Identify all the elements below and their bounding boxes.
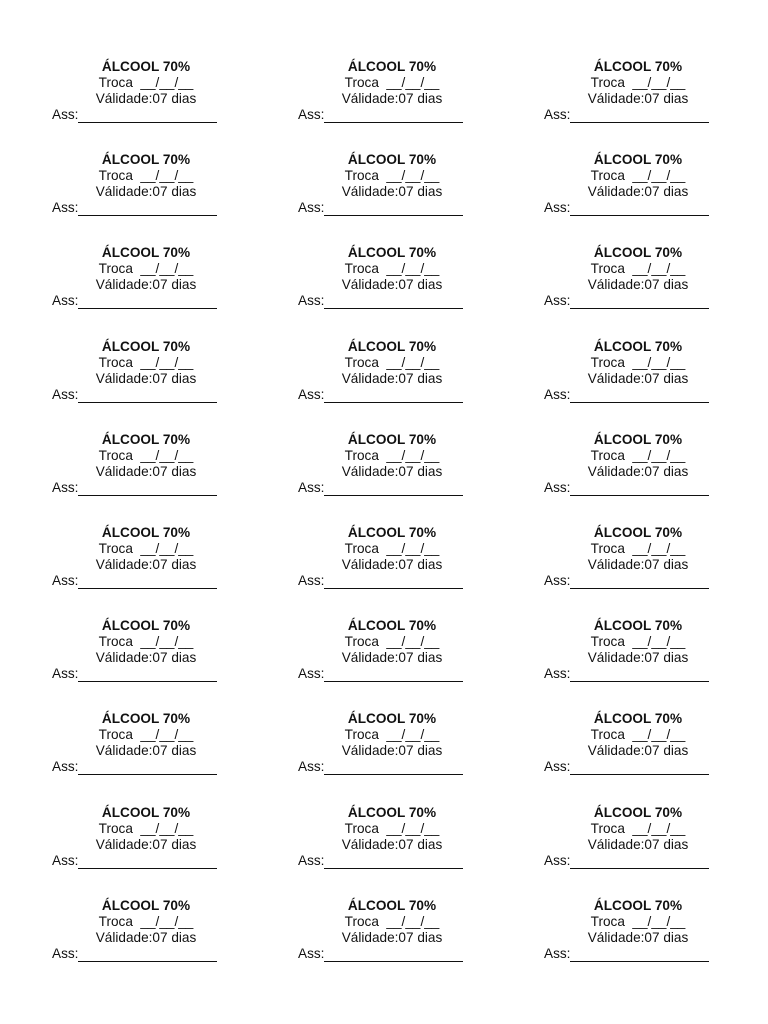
label-troca-date: Troca __/__/__ [590,75,686,90]
label-troca-date: Troca __/__/__ [98,261,194,277]
label-validade: Válidade:07 dias [95,370,197,386]
signature-line [570,482,709,496]
label-signature [52,293,217,309]
label-signature [544,293,709,309]
label-troca-date: Troca __/__/__ [344,727,440,743]
signature-line [570,575,709,589]
label-title: ÁLCOOL 70% [347,431,437,447]
label-card [40,618,286,711]
label-card [286,245,532,338]
signature-line [570,761,709,775]
label-signature [52,107,217,123]
label-sheet [0,59,768,991]
label-signature [544,759,709,775]
label-validade: Válidade:07 dias [341,184,443,200]
label-card [40,711,286,804]
label-title: ÁLCOOL 70% [593,804,683,820]
label-signature [544,107,709,123]
signature-line [78,109,217,123]
label-card [532,805,768,898]
label-troca-date: Troca __/__/__ [590,447,686,463]
label-signature [298,387,463,403]
label-validade: Válidade:07 dias [587,463,689,479]
label-title: ÁLCOOL 70% [101,711,191,727]
label-troca-date: Troca __/__/__ [590,820,686,836]
label-troca-date: Troca __/__/__ [590,261,686,277]
label-signature-text: Ass: [544,293,571,309]
label-troca-date: Troca __/__/__ [344,75,440,90]
label-validade: Válidade:07 dias [341,370,443,386]
label-validade: Válidade:07 dias [95,743,197,759]
label-title: ÁLCOOL 70% [101,804,191,820]
label-signature-text: Ass: [52,293,79,309]
label-title: ÁLCOOL 70% [101,618,191,634]
label-card [532,525,768,618]
label-title: ÁLCOOL 70% [593,431,683,447]
label-troca-date: Troca __/__/__ [344,913,440,929]
label-signature [544,573,709,589]
label-card [40,432,286,525]
label-signature [544,946,709,962]
label-signature [298,107,463,123]
label-signature-text: Ass: [52,107,79,122]
label-card [40,59,286,152]
label-validade: Válidade:07 dias [341,556,443,572]
label-signature [52,666,217,682]
label-signature [52,387,217,403]
label-validade: Válidade:07 dias [587,929,689,945]
label-card [40,245,286,338]
label-title: ÁLCOOL 70% [593,245,683,261]
label-signature-text: Ass: [298,945,325,961]
label-title: ÁLCOOL 70% [101,245,191,261]
signature-line [324,482,463,496]
label-validade: Válidade:07 dias [341,743,443,759]
signature-line [324,202,463,216]
label-signature-text: Ass: [298,666,325,682]
label-title: ÁLCOOL 70% [593,338,683,354]
label-card [286,152,532,245]
label-title: ÁLCOOL 70% [593,897,683,913]
label-troca-date: Troca __/__/__ [98,354,194,370]
label-card [40,525,286,618]
label-validade: Válidade:07 dias [341,91,443,106]
signature-line [78,482,217,496]
label-title: ÁLCOOL 70% [593,152,683,168]
label-troca-date: Troca __/__/__ [98,820,194,836]
label-title: ÁLCOOL 70% [347,338,437,354]
label-title: ÁLCOOL 70% [593,618,683,634]
label-troca-date: Troca __/__/__ [98,913,194,929]
label-signature-text: Ass: [544,666,571,682]
label-signature [52,480,217,496]
signature-line [324,855,463,869]
label-signature [52,759,217,775]
label-validade: Válidade:07 dias [95,650,197,666]
label-troca-date: Troca __/__/__ [590,168,686,184]
label-title: ÁLCOOL 70% [347,524,437,540]
label-title: ÁLCOOL 70% [347,711,437,727]
label-signature [544,666,709,682]
label-validade: Válidade:07 dias [587,743,689,759]
label-title: ÁLCOOL 70% [593,711,683,727]
label-signature-text: Ass: [544,107,571,122]
label-title: ÁLCOOL 70% [593,524,683,540]
signature-line [570,202,709,216]
label-validade: Válidade:07 dias [95,277,197,293]
label-validade: Válidade:07 dias [587,836,689,852]
label-signature-text: Ass: [298,107,325,122]
label-troca-date: Troca __/__/__ [344,447,440,463]
label-troca-date: Troca __/__/__ [344,261,440,277]
label-troca-date: Troca __/__/__ [98,727,194,743]
label-troca-date: Troca __/__/__ [344,634,440,650]
label-card [532,339,768,432]
label-signature [298,946,463,962]
signature-line [78,202,217,216]
label-signature-text: Ass: [298,759,325,775]
label-title: ÁLCOOL 70% [101,897,191,913]
label-troca-date: Troca __/__/__ [590,727,686,743]
label-title: ÁLCOOL 70% [101,152,191,168]
label-validade: Válidade:07 dias [587,277,689,293]
label-title: ÁLCOOL 70% [347,59,437,74]
label-card [40,152,286,245]
label-signature [298,573,463,589]
label-card [532,245,768,338]
signature-line [78,295,217,309]
label-validade: Válidade:07 dias [341,277,443,293]
label-card [532,618,768,711]
label-signature-text: Ass: [52,666,79,682]
signature-line [324,668,463,682]
label-validade: Válidade:07 dias [341,929,443,945]
label-validade: Válidade:07 dias [587,650,689,666]
signature-line [570,109,709,123]
signature-line [570,855,709,869]
signature-line [78,575,217,589]
signature-line [324,295,463,309]
label-title: ÁLCOOL 70% [347,897,437,913]
label-troca-date: Troca __/__/__ [344,354,440,370]
label-card [532,152,768,245]
label-card [532,59,768,152]
label-troca-date: Troca __/__/__ [98,447,194,463]
label-title: ÁLCOOL 70% [347,152,437,168]
label-validade: Válidade:07 dias [95,929,197,945]
label-troca-date: Troca __/__/__ [98,75,194,90]
label-signature [298,853,463,869]
label-card [286,618,532,711]
signature-line [324,761,463,775]
signature-line [570,389,709,403]
label-title: ÁLCOOL 70% [101,431,191,447]
label-signature [544,200,709,216]
label-title: ÁLCOOL 70% [347,618,437,634]
signature-line [78,761,217,775]
label-troca-date: Troca __/__/__ [344,820,440,836]
label-signature [298,480,463,496]
label-signature-text: Ass: [298,200,325,216]
signature-line [324,109,463,123]
label-signature [298,666,463,682]
signature-line [78,389,217,403]
label-validade: Válidade:07 dias [95,184,197,200]
label-card [286,805,532,898]
signature-line [324,948,463,962]
label-signature-text: Ass: [544,386,571,402]
label-signature-text: Ass: [52,759,79,775]
label-signature-text: Ass: [52,200,79,216]
label-card [40,898,286,991]
label-card [40,805,286,898]
signature-line [78,855,217,869]
label-signature-text: Ass: [544,852,571,868]
label-troca-date: Troca __/__/__ [590,540,686,556]
label-signature [298,293,463,309]
label-signature-text: Ass: [298,572,325,588]
label-signature [544,387,709,403]
label-signature-text: Ass: [52,572,79,588]
label-signature [52,946,217,962]
signature-line [570,295,709,309]
label-signature-text: Ass: [52,852,79,868]
label-card [286,898,532,991]
label-card [286,525,532,618]
label-signature [544,853,709,869]
label-signature-text: Ass: [298,479,325,495]
label-card [286,59,532,152]
label-signature-text: Ass: [52,945,79,961]
label-signature-text: Ass: [544,759,571,775]
label-signature-text: Ass: [298,293,325,309]
label-card [286,711,532,804]
label-card [40,339,286,432]
label-card [532,711,768,804]
label-validade: Válidade:07 dias [587,556,689,572]
label-troca-date: Troca __/__/__ [344,540,440,556]
label-signature-text: Ass: [298,386,325,402]
label-troca-date: Troca __/__/__ [590,354,686,370]
label-title: ÁLCOOL 70% [347,804,437,820]
label-signature-text: Ass: [52,479,79,495]
label-troca-date: Troca __/__/__ [590,634,686,650]
label-signature-text: Ass: [544,945,571,961]
label-signature-text: Ass: [298,852,325,868]
label-troca-date: Troca __/__/__ [590,913,686,929]
signature-line [324,389,463,403]
label-signature [52,853,217,869]
label-title: ÁLCOOL 70% [347,245,437,261]
label-signature [52,200,217,216]
label-signature-text: Ass: [544,572,571,588]
label-signature [298,200,463,216]
label-validade: Válidade:07 dias [341,836,443,852]
label-troca-date: Troca __/__/__ [98,540,194,556]
label-card [286,432,532,525]
label-validade: Válidade:07 dias [95,91,197,106]
label-validade: Válidade:07 dias [95,463,197,479]
label-troca-date: Troca __/__/__ [98,168,194,184]
label-signature [544,480,709,496]
signature-line [78,668,217,682]
label-card [286,339,532,432]
signature-line [570,668,709,682]
label-title: ÁLCOOL 70% [593,59,683,74]
label-card [532,432,768,525]
signature-line [324,575,463,589]
label-title: ÁLCOOL 70% [101,59,191,74]
label-validade: Válidade:07 dias [341,463,443,479]
signature-line [78,948,217,962]
label-validade: Válidade:07 dias [95,556,197,572]
label-troca-date: Troca __/__/__ [98,634,194,650]
label-validade: Válidade:07 dias [95,836,197,852]
label-validade: Válidade:07 dias [587,91,689,106]
label-signature-text: Ass: [52,386,79,402]
label-signature-text: Ass: [544,479,571,495]
label-validade: Válidade:07 dias [341,650,443,666]
label-troca-date: Troca __/__/__ [344,168,440,184]
label-title: ÁLCOOL 70% [101,338,191,354]
label-card [532,898,768,991]
label-signature-text: Ass: [544,200,571,216]
label-signature [298,759,463,775]
signature-line [570,948,709,962]
label-title: ÁLCOOL 70% [101,524,191,540]
label-signature [52,573,217,589]
label-validade: Válidade:07 dias [587,370,689,386]
label-validade: Válidade:07 dias [587,184,689,200]
